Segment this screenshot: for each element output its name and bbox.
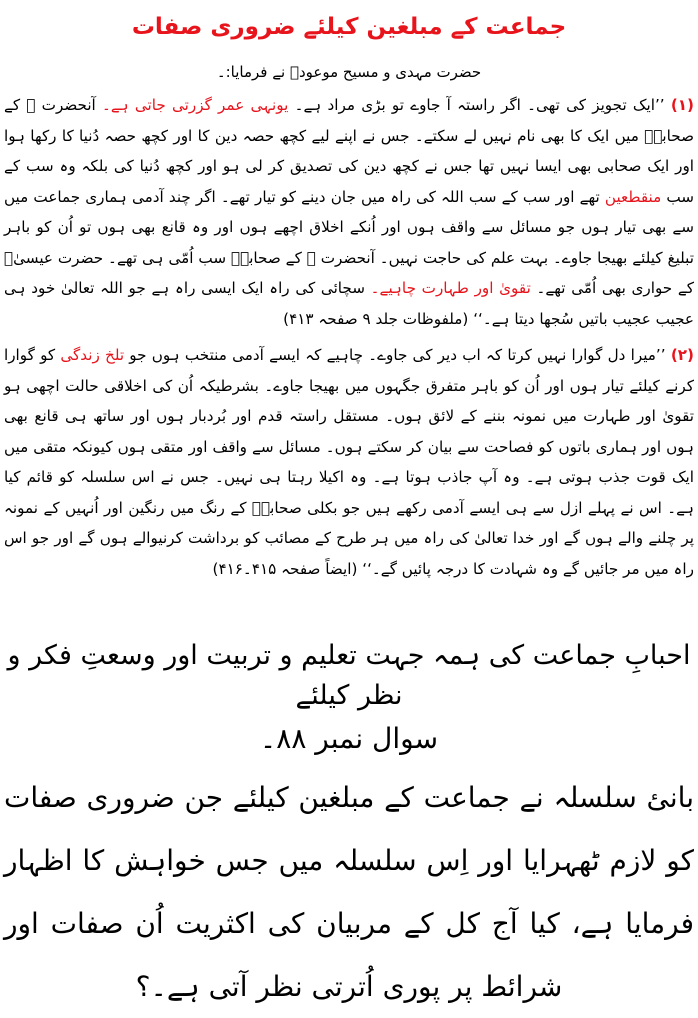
paragraph-2-text-a: ’’میرا دل گوارا نہیں کرتا کہ اب دیر کی جاوے۔ چاہیے کہ ایسے آدمی منتخب ہوں جو <box>124 346 671 364</box>
question-number: سوال نمبر ۸۸۔ <box>259 722 439 755</box>
paragraph-1-text-a: ’’ایک تجویز کی تھی۔ اگر راستہ آ جاوے تو بڑی مراد ہے۔ <box>288 96 671 114</box>
attribution-line: حضرت مہدی و مسیح موعودؑ نے فرمایا:۔ <box>216 63 482 81</box>
paragraph-1-text-b: آنحضرت ﷺ کے صحابہؓ میں ایک کا بھی نام نہیں لے سکتے۔ جس نے اپنے لیے کچھ حصہ دین کا اور کچھ حصہ دُنیا کا رکھا ہوا اور ایک صحابی بھی ایسا نہیں تھا جس نے کچھ دین کی تصدیق کر لی ہو اور کچھ دُنیا کی بلکہ وہ سب کے سب <box>4 96 694 206</box>
paragraph-1-highlight-a: یونہی عمر گزرتی جاتی ہے۔ <box>101 96 289 114</box>
quote-paragraph-1 <box>4 90 694 334</box>
question-text: بانئ سلسلہ نے جماعت کے مبلغین کیلئے جن ضروری صفات کو لازم ٹھہرایا اور اِس سلسلہ میں جس خواہش کا اظہار فرمایا ہے، کیا آج کل کے مربیان کی اکثریت اُن صفات اور شرائط پر پوری اُترتی نظر آتی ہے۔؟ <box>4 781 694 1003</box>
paragraph-1-highlight-c: تقویٰ اور طہارت چاہیے۔ <box>370 279 531 297</box>
paragraph-1-text-c: تھے اور سب کے سب اللہ کی راہ میں جان دینے کو تیار تھے۔ اگر چند آدمی ہماری جماعت میں سے بھی تیار ہوں جو مسائل سے واقف ہوں اور اُنکے اخلاق اچھے ہوں اور وہ قانع بھی ہوں تو اُن کو باہر تبلیغ کیلئے بھیجا جاوے۔ بہت علم کی حاجت نہیں۔ آنحضرت ﷺ کے صحابہؓ سب اُمّی ہی تھے۔ حضرت عیسیٰؑ کے حواری بھی اُمّی تھے۔ <box>4 187 694 297</box>
paragraph-2-text-b: کو گوارا کرنے کیلئے تیار ہوں اور اُن کو باہر متفرق جگہوں میں بھیجا جاوے۔ بشرطیکہ اُن کی اخلاقی حالت اچھی ہو تقویٰ اور طہارت میں نمونہ بننے کے لائق ہوں۔ مستقل راستہ قدم اور بُردبار ہوں اور ساتھ ہی قانع بھی ہوں اور ہماری باتوں کو فصاحت سے بیان کر سکتے ہوں۔ مسائل سے واقف اور متقی ہوں کیونکہ متقی میں ایک قوت جذب ہوتی ہے۔ وہ آپ جاذب ہوتا ہے۔ وہ اکیلا رہتا ہی نہیں۔ جس نے اس سلسلہ کو قائم کیا ہے۔ اس نے پہلے ازل سے ہی ایسے آدمی رکھے ہیں جو بکلی صحابہؓ کے رنگ میں رنگین اور اُنہیں کے نمونہ پر چلنے والے ہوں گے اور خدا تعالیٰ کی راہ میں ہر طرح کے مصائب کو برداشت کرنیوالے ہوں گے اور جو اس راہ میں مر جائیں گے وہ شہادت کا درجہ پائیں گے۔‘‘ <box>4 346 694 578</box>
paragraph-2-number: (۲) <box>670 346 694 364</box>
page-title: جماعت کے مبلغین کیلئے ضروری صفات <box>131 14 567 40</box>
section-heading: احبابِ جماعت کی ہمہ جہت تعلیم و تربیت اور وسعتِ فکر و نظر کیلئے <box>7 640 691 711</box>
paragraph-2-highlight-a: تلخ زندگی <box>60 346 125 364</box>
paragraph-1-reference: (ملفوظات جلد ۹ صفحہ ۴۱۳) <box>283 309 474 328</box>
paragraph-1-highlight-b: منقطعین <box>604 187 662 206</box>
quote-paragraph-2 <box>4 340 694 584</box>
paragraph-1-text-d: سچائی کی راہ ایک ایسی راہ ہے جو اللہ تعالیٰ خود ہی عجیب عجیب باتیں سُجھا دیتا ہے۔‘‘ <box>4 279 694 328</box>
paragraph-2-reference: (ایضاً صفحہ ۴۱۵۔۴۱۶) <box>212 559 363 578</box>
paragraph-1-number: (۱) <box>670 96 694 114</box>
